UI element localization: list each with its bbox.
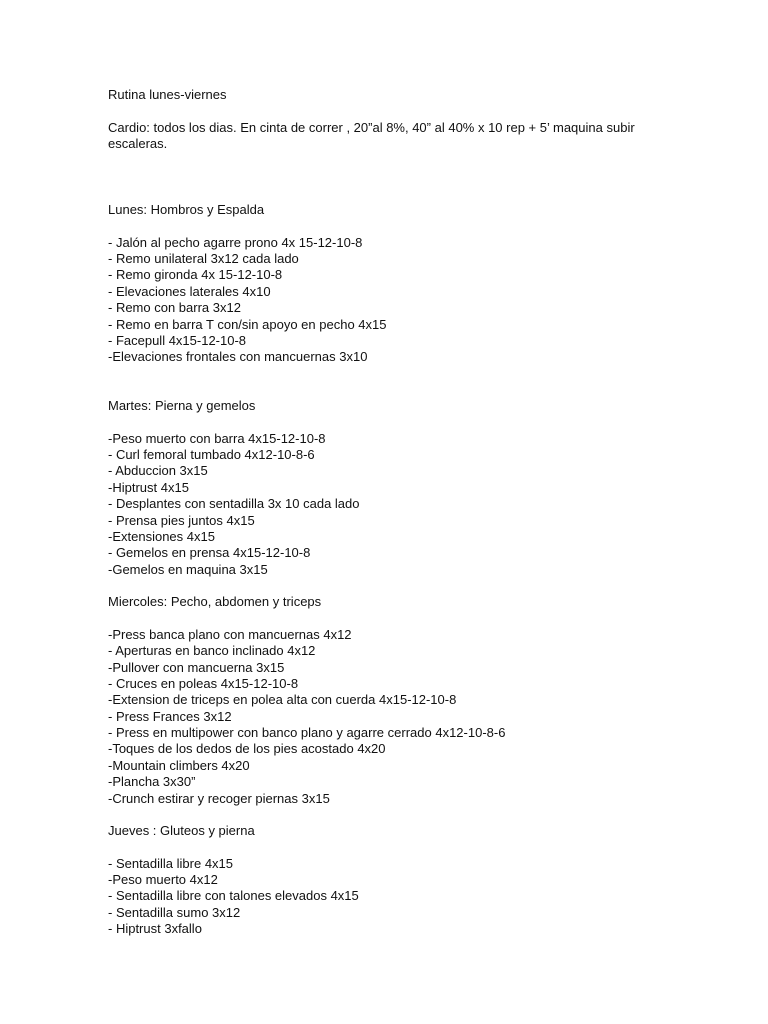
miercoles-item: -Crunch estirar y recoger piernas 3x15 bbox=[108, 791, 330, 806]
miercoles-item: - Press en multipower con banco plano y agarre cerrado 4x12-10-8-6 bbox=[108, 725, 506, 740]
lunes-item: - Jalón al pecho agarre prono 4x 15-12-10-8 bbox=[108, 235, 363, 250]
lunes-item: - Remo en barra T con/sin apoyo en pecho 4x15 bbox=[108, 317, 387, 332]
martes-item: -Gemelos en maquina 3x15 bbox=[108, 562, 268, 577]
miercoles-item: -Mountain climbers 4x20 bbox=[108, 758, 250, 773]
martes-heading: Martes: Pierna y gemelos bbox=[108, 398, 256, 413]
jueves-item: - Sentadilla libre con talones elevados 4x15 bbox=[108, 888, 359, 903]
miercoles-item: -Plancha 3x30” bbox=[108, 774, 196, 789]
miercoles-item: - Press Frances 3x12 bbox=[108, 709, 232, 724]
lunes-item: -Elevaciones frontales con mancuernas 3x10 bbox=[108, 349, 368, 364]
lunes-item: - Elevaciones laterales 4x10 bbox=[108, 284, 271, 299]
lunes-item: - Remo con barra 3x12 bbox=[108, 300, 241, 315]
miercoles-item: - Cruces en poleas 4x15-12-10-8 bbox=[108, 676, 299, 691]
miercoles-item: -Press banca plano con mancuernas 4x12 bbox=[108, 627, 352, 642]
miercoles-heading: Miercoles: Pecho, abdomen y triceps bbox=[108, 594, 322, 609]
jueves-item: - Sentadilla libre 4x15 bbox=[108, 856, 234, 871]
miercoles-item: -Pullover con mancuerna 3x15 bbox=[108, 660, 285, 675]
martes-item: -Peso muerto con barra 4x15-12-10-8 bbox=[108, 431, 326, 446]
miercoles-item: - Aperturas en banco inclinado 4x12 bbox=[108, 643, 316, 658]
martes-item: - Desplantes con sentadilla 3x 10 cada lado bbox=[108, 496, 360, 511]
jueves-item: -Peso muerto 4x12 bbox=[108, 872, 218, 887]
lunes-heading: Lunes: Hombros y Espalda bbox=[108, 202, 265, 217]
martes-item: - Prensa pies juntos 4x15 bbox=[108, 513, 255, 528]
martes-item: -Extensiones 4x15 bbox=[108, 529, 215, 544]
martes-item: - Gemelos en prensa 4x15-12-10-8 bbox=[108, 545, 311, 560]
jueves-heading: Jueves : Gluteos y pierna bbox=[108, 823, 255, 838]
lunes-item: - Remo gironda 4x 15-12-10-8 bbox=[108, 267, 283, 282]
martes-item: - Curl femoral tumbado 4x12-10-8-6 bbox=[108, 447, 315, 462]
document-title: Rutina lunes-viernes bbox=[108, 87, 227, 102]
jueves-item: - Hiptrust 3xfallo bbox=[108, 921, 202, 936]
lunes-item: - Remo unilateral 3x12 cada lado bbox=[108, 251, 299, 266]
martes-item: - Abduccion 3x15 bbox=[108, 463, 208, 478]
lunes-item: - Facepull 4x15-12-10-8 bbox=[108, 333, 247, 348]
cardio-paragraph: Cardio: todos los dias. En cinta de correr , 20”al 8%, 40” al 40% x 10 rep + 5’ maquina subir escaleras. bbox=[108, 120, 635, 151]
martes-item: -Hiptrust 4x15 bbox=[108, 480, 189, 495]
miercoles-item: -Extension de triceps en polea alta con cuerda 4x15-12-10-8 bbox=[108, 692, 457, 707]
jueves-item: - Sentadilla sumo 3x12 bbox=[108, 905, 241, 920]
miercoles-item: -Toques de los dedos de los pies acostado 4x20 bbox=[108, 741, 386, 756]
